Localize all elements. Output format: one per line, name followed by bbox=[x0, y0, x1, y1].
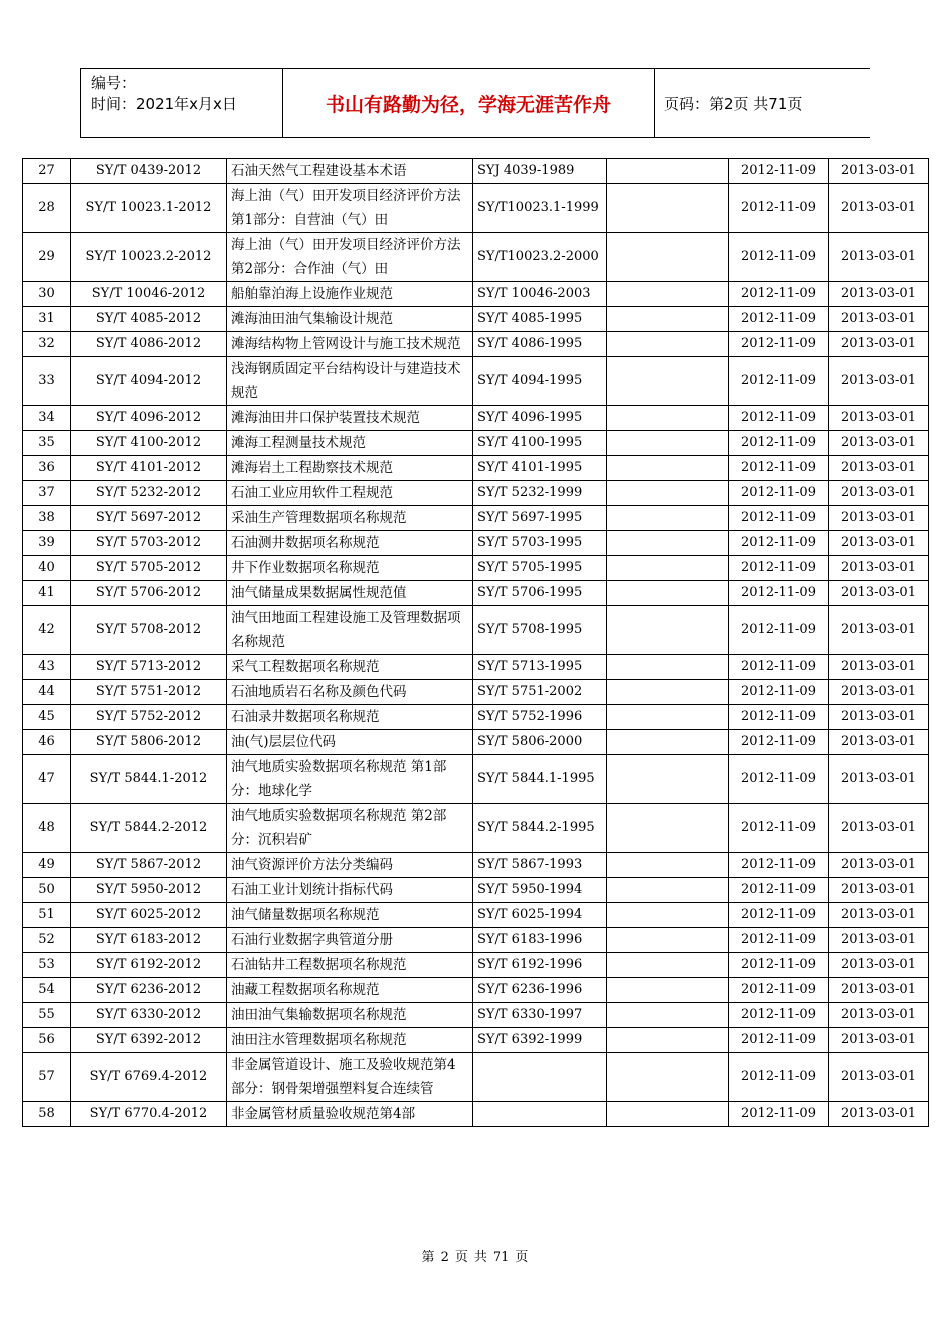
publish-date: 2012-11-09 bbox=[729, 184, 829, 233]
effective-date: 2013-03-01 bbox=[829, 332, 929, 357]
standard-name: 油气地质实验数据项名称规范 第1部分：地球化学 bbox=[227, 755, 473, 804]
remark bbox=[607, 282, 729, 307]
remark bbox=[607, 506, 729, 531]
standard-name: 采气工程数据项名称规范 bbox=[227, 655, 473, 680]
publish-date: 2012-11-09 bbox=[729, 456, 829, 481]
replaced-standard: SY/T 6392-1999 bbox=[473, 1028, 607, 1053]
effective-date: 2013-03-01 bbox=[829, 878, 929, 903]
row-number: 46 bbox=[23, 730, 71, 755]
standard-code: SY/T 5844.1-2012 bbox=[71, 755, 227, 804]
replaced-standard: SY/T 5706-1995 bbox=[473, 581, 607, 606]
table-row bbox=[23, 282, 929, 307]
standard-code: SY/T 5950-2012 bbox=[71, 878, 227, 903]
row-number: 35 bbox=[23, 431, 71, 456]
remark bbox=[607, 755, 729, 804]
publish-date: 2012-11-09 bbox=[729, 705, 829, 730]
effective-date: 2013-03-01 bbox=[829, 481, 929, 506]
page-header bbox=[80, 68, 870, 138]
publish-date: 2012-11-09 bbox=[729, 606, 829, 655]
standard-code: SY/T 10023.1-2012 bbox=[71, 184, 227, 233]
replaced-standard: SY/T 5950-1994 bbox=[473, 878, 607, 903]
remark bbox=[607, 1028, 729, 1053]
standard-code: SY/T 6392-2012 bbox=[71, 1028, 227, 1053]
standard-name: 石油录井数据项名称规范 bbox=[227, 705, 473, 730]
standard-code: SY/T 4094-2012 bbox=[71, 357, 227, 406]
standard-name: 滩海结构物上管网设计与施工技术规范 bbox=[227, 332, 473, 357]
effective-date: 2013-03-01 bbox=[829, 406, 929, 431]
remark bbox=[607, 184, 729, 233]
publish-date: 2012-11-09 bbox=[729, 655, 829, 680]
replaced-standard: SY/T 5232-1999 bbox=[473, 481, 607, 506]
publish-date: 2012-11-09 bbox=[729, 307, 829, 332]
table-row bbox=[23, 878, 929, 903]
table-row bbox=[23, 978, 929, 1003]
standard-code: SY/T 5232-2012 bbox=[71, 481, 227, 506]
standard-name: 油气田地面工程建设施工及管理数据项名称规范 bbox=[227, 606, 473, 655]
publish-date: 2012-11-09 bbox=[729, 853, 829, 878]
remark bbox=[607, 903, 729, 928]
effective-date: 2013-03-01 bbox=[829, 1003, 929, 1028]
table-row bbox=[23, 680, 929, 705]
standard-name: 石油工业计划统计指标代码 bbox=[227, 878, 473, 903]
row-number: 32 bbox=[23, 332, 71, 357]
replaced-standard: SY/T 5867-1993 bbox=[473, 853, 607, 878]
standard-name: 非金属管道设计、施工及验收规范第4部分：钢骨架增强塑料复合连续管 bbox=[227, 1053, 473, 1102]
remark bbox=[607, 730, 729, 755]
replaced-standard bbox=[473, 1102, 607, 1127]
replaced-standard: SY/T 5705-1995 bbox=[473, 556, 607, 581]
footer-gong: 共 bbox=[473, 1250, 487, 1265]
row-number: 58 bbox=[23, 1102, 71, 1127]
remark bbox=[607, 332, 729, 357]
table-row bbox=[23, 705, 929, 730]
standard-name: 石油天然气工程建设基本术语 bbox=[227, 159, 473, 184]
table-row bbox=[23, 853, 929, 878]
publish-date: 2012-11-09 bbox=[729, 556, 829, 581]
publish-date: 2012-11-09 bbox=[729, 531, 829, 556]
standard-code: SY/T 4085-2012 bbox=[71, 307, 227, 332]
standard-name: 油气资源评价方法分类编码 bbox=[227, 853, 473, 878]
remark bbox=[607, 655, 729, 680]
effective-date: 2013-03-01 bbox=[829, 705, 929, 730]
row-number: 45 bbox=[23, 705, 71, 730]
row-number: 38 bbox=[23, 506, 71, 531]
standard-name: 油气储量数据项名称规范 bbox=[227, 903, 473, 928]
publish-date: 2012-11-09 bbox=[729, 804, 829, 853]
remark bbox=[607, 853, 729, 878]
publish-date: 2012-11-09 bbox=[729, 1102, 829, 1127]
effective-date: 2013-03-01 bbox=[829, 853, 929, 878]
row-number: 47 bbox=[23, 755, 71, 804]
standard-name: 石油工业应用软件工程规范 bbox=[227, 481, 473, 506]
footer-ye: 页 bbox=[454, 1250, 468, 1265]
standard-name: 海上油（气）田开发项目经济评价方法第2部分：合作油（气）田 bbox=[227, 233, 473, 282]
effective-date: 2013-03-01 bbox=[829, 606, 929, 655]
effective-date: 2013-03-01 bbox=[829, 581, 929, 606]
number-label: 编号： bbox=[91, 74, 137, 92]
replaced-standard: SY/T 6025-1994 bbox=[473, 903, 607, 928]
publish-date: 2012-11-09 bbox=[729, 406, 829, 431]
replaced-standard: SY/T 5713-1995 bbox=[473, 655, 607, 680]
standard-code: SY/T 5751-2012 bbox=[71, 680, 227, 705]
row-number: 41 bbox=[23, 581, 71, 606]
standard-code: SY/T 5713-2012 bbox=[71, 655, 227, 680]
standard-code: SY/T 4086-2012 bbox=[71, 332, 227, 357]
table-row bbox=[23, 1053, 929, 1102]
remark bbox=[607, 606, 729, 655]
table-row bbox=[23, 431, 929, 456]
remark bbox=[607, 481, 729, 506]
publish-date: 2012-11-09 bbox=[729, 978, 829, 1003]
replaced-standard: SY/T 5703-1995 bbox=[473, 531, 607, 556]
standard-name: 油田油气集输数据项名称规范 bbox=[227, 1003, 473, 1028]
effective-date: 2013-03-01 bbox=[829, 357, 929, 406]
effective-date: 2013-03-01 bbox=[829, 953, 929, 978]
row-number: 44 bbox=[23, 680, 71, 705]
table-row bbox=[23, 481, 929, 506]
row-number: 37 bbox=[23, 481, 71, 506]
replaced-standard: SY/T 6330-1997 bbox=[473, 1003, 607, 1028]
effective-date: 2013-03-01 bbox=[829, 307, 929, 332]
replaced-standard: SY/T 5708-1995 bbox=[473, 606, 607, 655]
table-row bbox=[23, 1028, 929, 1053]
publish-date: 2012-11-09 bbox=[729, 730, 829, 755]
standard-name: 石油地质岩石名称及颜色代码 bbox=[227, 680, 473, 705]
remark bbox=[607, 1102, 729, 1127]
standards-table-body bbox=[23, 159, 929, 1127]
replaced-standard: SYJ 4039-1989 bbox=[473, 159, 607, 184]
table-row bbox=[23, 456, 929, 481]
replaced-standard: SY/T 4100-1995 bbox=[473, 431, 607, 456]
effective-date: 2013-03-01 bbox=[829, 456, 929, 481]
publish-date: 2012-11-09 bbox=[729, 581, 829, 606]
standard-name: 滩海油田油气集输设计规范 bbox=[227, 307, 473, 332]
standard-name: 船舶靠泊海上设施作业规范 bbox=[227, 282, 473, 307]
row-number: 52 bbox=[23, 928, 71, 953]
standard-code: SY/T 10023.2-2012 bbox=[71, 233, 227, 282]
remark bbox=[607, 406, 729, 431]
standard-code: SY/T 4101-2012 bbox=[71, 456, 227, 481]
remark bbox=[607, 1053, 729, 1102]
replaced-standard bbox=[473, 1053, 607, 1102]
standard-code: SY/T 6025-2012 bbox=[71, 903, 227, 928]
remark bbox=[607, 705, 729, 730]
standard-code: SY/T 6770.4-2012 bbox=[71, 1102, 227, 1127]
replaced-standard: SY/T 4086-1995 bbox=[473, 332, 607, 357]
publish-date: 2012-11-09 bbox=[729, 357, 829, 406]
remark bbox=[607, 431, 729, 456]
row-number: 56 bbox=[23, 1028, 71, 1053]
row-number: 51 bbox=[23, 903, 71, 928]
replaced-standard: SY/T 5844.1-1995 bbox=[473, 755, 607, 804]
publish-date: 2012-11-09 bbox=[729, 431, 829, 456]
footer-ye-end: 页 bbox=[515, 1250, 529, 1265]
row-number: 33 bbox=[23, 357, 71, 406]
effective-date: 2013-03-01 bbox=[829, 680, 929, 705]
row-number: 39 bbox=[23, 531, 71, 556]
row-number: 28 bbox=[23, 184, 71, 233]
replaced-standard: SY/T 6183-1996 bbox=[473, 928, 607, 953]
table-row bbox=[23, 1102, 929, 1127]
standard-code: SY/T 5705-2012 bbox=[71, 556, 227, 581]
table-row bbox=[23, 357, 929, 406]
standard-code: SY/T 4096-2012 bbox=[71, 406, 227, 431]
remark bbox=[607, 1003, 729, 1028]
effective-date: 2013-03-01 bbox=[829, 531, 929, 556]
standard-name: 滩海油田井口保护装置技术规范 bbox=[227, 406, 473, 431]
publish-date: 2012-11-09 bbox=[729, 680, 829, 705]
table-row bbox=[23, 755, 929, 804]
standard-code: SY/T 5697-2012 bbox=[71, 506, 227, 531]
effective-date: 2013-03-01 bbox=[829, 159, 929, 184]
publish-date: 2012-11-09 bbox=[729, 506, 829, 531]
standard-name: 石油钻井工程数据项名称规范 bbox=[227, 953, 473, 978]
row-number: 49 bbox=[23, 853, 71, 878]
standard-name: 石油行业数据字典管道分册 bbox=[227, 928, 473, 953]
row-number: 36 bbox=[23, 456, 71, 481]
standard-name: 滩海工程测量技术规范 bbox=[227, 431, 473, 456]
standard-name: 井下作业数据项名称规范 bbox=[227, 556, 473, 581]
remark bbox=[607, 233, 729, 282]
table-row bbox=[23, 556, 929, 581]
publish-date: 2012-11-09 bbox=[729, 755, 829, 804]
row-number: 27 bbox=[23, 159, 71, 184]
effective-date: 2013-03-01 bbox=[829, 233, 929, 282]
row-number: 29 bbox=[23, 233, 71, 282]
table-row bbox=[23, 307, 929, 332]
replaced-standard: SY/T 4096-1995 bbox=[473, 406, 607, 431]
effective-date: 2013-03-01 bbox=[829, 804, 929, 853]
row-number: 48 bbox=[23, 804, 71, 853]
replaced-standard: SY/T 4085-1995 bbox=[473, 307, 607, 332]
row-number: 57 bbox=[23, 1053, 71, 1102]
remark bbox=[607, 531, 729, 556]
standard-name: 海上油（气）田开发项目经济评价方法第1部分：自营油（气）田 bbox=[227, 184, 473, 233]
remark bbox=[607, 307, 729, 332]
row-number: 42 bbox=[23, 606, 71, 655]
row-number: 30 bbox=[23, 282, 71, 307]
standard-name: 油田注水管理数据项名称规范 bbox=[227, 1028, 473, 1053]
remark bbox=[607, 878, 729, 903]
standard-name: 石油测井数据项名称规范 bbox=[227, 531, 473, 556]
replaced-standard: SY/T 5697-1995 bbox=[473, 506, 607, 531]
table-row bbox=[23, 606, 929, 655]
publish-date: 2012-11-09 bbox=[729, 332, 829, 357]
publish-date: 2012-11-09 bbox=[729, 282, 829, 307]
remark bbox=[607, 456, 729, 481]
footer-page-number: 2 bbox=[440, 1250, 449, 1265]
footer-di: 第 bbox=[421, 1250, 435, 1265]
replaced-standard: SY/T10023.1-1999 bbox=[473, 184, 607, 233]
standard-code: SY/T 5806-2012 bbox=[71, 730, 227, 755]
remark bbox=[607, 928, 729, 953]
table-row bbox=[23, 159, 929, 184]
replaced-standard: SY/T 6192-1996 bbox=[473, 953, 607, 978]
standard-name: 油气地质实验数据项名称规范 第2部分：沉积岩矿 bbox=[227, 804, 473, 853]
row-number: 50 bbox=[23, 878, 71, 903]
table-row bbox=[23, 506, 929, 531]
effective-date: 2013-03-01 bbox=[829, 1053, 929, 1102]
row-number: 43 bbox=[23, 655, 71, 680]
standard-name: 非金属管材质量验收规范第4部 bbox=[227, 1102, 473, 1127]
standard-code: SY/T 5752-2012 bbox=[71, 705, 227, 730]
replaced-standard: SY/T 10046-2003 bbox=[473, 282, 607, 307]
replaced-standard: SY/T10023.2-2000 bbox=[473, 233, 607, 282]
table-row bbox=[23, 184, 929, 233]
publish-date: 2012-11-09 bbox=[729, 159, 829, 184]
standard-name: 油藏工程数据项名称规范 bbox=[227, 978, 473, 1003]
page-footer bbox=[0, 1246, 950, 1265]
table-row bbox=[23, 730, 929, 755]
effective-date: 2013-03-01 bbox=[829, 184, 929, 233]
header-meta bbox=[80, 69, 283, 137]
publish-date: 2012-11-09 bbox=[729, 233, 829, 282]
effective-date: 2013-03-01 bbox=[829, 978, 929, 1003]
effective-date: 2013-03-01 bbox=[829, 556, 929, 581]
table-row bbox=[23, 233, 929, 282]
publish-date: 2012-11-09 bbox=[729, 1053, 829, 1102]
replaced-standard: SY/T 5752-1996 bbox=[473, 705, 607, 730]
standard-code: SY/T 5867-2012 bbox=[71, 853, 227, 878]
standard-name: 滩海岩土工程勘察技术规范 bbox=[227, 456, 473, 481]
standard-code: SY/T 6330-2012 bbox=[71, 1003, 227, 1028]
standard-name: 油气储量成果数据属性规范值 bbox=[227, 581, 473, 606]
standards-table bbox=[22, 158, 929, 1127]
effective-date: 2013-03-01 bbox=[829, 431, 929, 456]
standard-code: SY/T 5844.2-2012 bbox=[71, 804, 227, 853]
standard-name: 油(气)层层位代码 bbox=[227, 730, 473, 755]
effective-date: 2013-03-01 bbox=[829, 506, 929, 531]
effective-date: 2013-03-01 bbox=[829, 282, 929, 307]
standard-code: SY/T 6183-2012 bbox=[71, 928, 227, 953]
replaced-standard: SY/T 5844.2-1995 bbox=[473, 804, 607, 853]
header-motto: 书山有路勤为径，学海无涯苦作舟 bbox=[283, 69, 655, 137]
standard-code: SY/T 6236-2012 bbox=[71, 978, 227, 1003]
standard-code: SY/T 5706-2012 bbox=[71, 581, 227, 606]
remark bbox=[607, 953, 729, 978]
header-page-label: 页码：第2页 共71页 bbox=[664, 94, 803, 113]
effective-date: 2013-03-01 bbox=[829, 755, 929, 804]
standard-code: SY/T 6192-2012 bbox=[71, 953, 227, 978]
replaced-standard: SY/T 4101-1995 bbox=[473, 456, 607, 481]
standard-code: SY/T 4100-2012 bbox=[71, 431, 227, 456]
row-number: 55 bbox=[23, 1003, 71, 1028]
table-row bbox=[23, 804, 929, 853]
row-number: 40 bbox=[23, 556, 71, 581]
standard-name: 采油生产管理数据项名称规范 bbox=[227, 506, 473, 531]
effective-date: 2013-03-01 bbox=[829, 928, 929, 953]
effective-date: 2013-03-01 bbox=[829, 1028, 929, 1053]
remark bbox=[607, 556, 729, 581]
table-row bbox=[23, 928, 929, 953]
replaced-standard: SY/T 5751-2002 bbox=[473, 680, 607, 705]
publish-date: 2012-11-09 bbox=[729, 878, 829, 903]
effective-date: 2013-03-01 bbox=[829, 903, 929, 928]
effective-date: 2013-03-01 bbox=[829, 1102, 929, 1127]
standard-name: 浅海钢质固定平台结构设计与建造技术规范 bbox=[227, 357, 473, 406]
standard-code: SY/T 10046-2012 bbox=[71, 282, 227, 307]
publish-date: 2012-11-09 bbox=[729, 903, 829, 928]
publish-date: 2012-11-09 bbox=[729, 953, 829, 978]
row-number: 34 bbox=[23, 406, 71, 431]
standard-code: SY/T 0439-2012 bbox=[71, 159, 227, 184]
remark bbox=[607, 581, 729, 606]
publish-date: 2012-11-09 bbox=[729, 1028, 829, 1053]
remark bbox=[607, 804, 729, 853]
remark bbox=[607, 978, 729, 1003]
row-number: 31 bbox=[23, 307, 71, 332]
publish-date: 2012-11-09 bbox=[729, 481, 829, 506]
remark bbox=[607, 680, 729, 705]
time-label: 时间：2021年x月x日 bbox=[91, 95, 237, 113]
table-row bbox=[23, 903, 929, 928]
table-row bbox=[23, 581, 929, 606]
standard-code: SY/T 5703-2012 bbox=[71, 531, 227, 556]
standard-code: SY/T 6769.4-2012 bbox=[71, 1053, 227, 1102]
standard-code: SY/T 5708-2012 bbox=[71, 606, 227, 655]
replaced-standard: SY/T 4094-1995 bbox=[473, 357, 607, 406]
row-number: 53 bbox=[23, 953, 71, 978]
remark bbox=[607, 159, 729, 184]
replaced-standard: SY/T 5806-2000 bbox=[473, 730, 607, 755]
replaced-standard: SY/T 6236-1996 bbox=[473, 978, 607, 1003]
table-row bbox=[23, 332, 929, 357]
footer-total-pages: 71 bbox=[492, 1250, 510, 1265]
table-row bbox=[23, 1003, 929, 1028]
effective-date: 2013-03-01 bbox=[829, 655, 929, 680]
remark bbox=[607, 357, 729, 406]
row-number: 54 bbox=[23, 978, 71, 1003]
effective-date: 2013-03-01 bbox=[829, 730, 929, 755]
publish-date: 2012-11-09 bbox=[729, 928, 829, 953]
publish-date: 2012-11-09 bbox=[729, 1003, 829, 1028]
table-row bbox=[23, 531, 929, 556]
table-row bbox=[23, 655, 929, 680]
table-row bbox=[23, 953, 929, 978]
table-row bbox=[23, 406, 929, 431]
